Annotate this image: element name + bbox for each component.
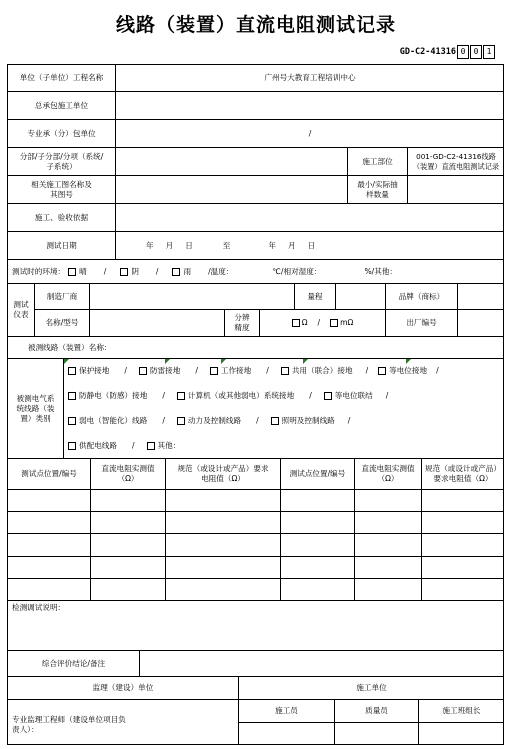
measure-cell[interactable] (7, 489, 90, 511)
measure-cell[interactable] (354, 578, 421, 600)
measure-cell[interactable] (354, 533, 421, 555)
supervisor-unit-label: 监理（建设）单位 (7, 676, 238, 699)
env-temp-label: /温度： (208, 266, 234, 276)
form-code-box[interactable]: 0 (457, 45, 469, 59)
cell-marker (406, 359, 411, 364)
type-checkbox[interactable] (378, 367, 386, 375)
part-value[interactable] (115, 147, 347, 175)
measure-cell[interactable] (280, 578, 354, 600)
env-cloudy-label: 阴 (131, 266, 139, 276)
type-checkbox[interactable] (281, 367, 289, 375)
measure-cell[interactable] (90, 578, 165, 600)
type-label: 其他： (157, 440, 181, 450)
cell-marker (303, 359, 308, 364)
measure-cell[interactable] (7, 556, 90, 578)
form-code-prefix: GD-C2-41316 (399, 47, 456, 57)
measure-cell[interactable] (421, 489, 504, 511)
type-label: 工作接地 (220, 366, 252, 375)
type-label: 动力及控制线路 (187, 415, 242, 425)
env-rain-label: 雨 (183, 266, 192, 276)
type-checkbox[interactable] (68, 367, 76, 375)
cell-marker (165, 359, 170, 364)
circuit-name-row[interactable] (7, 336, 504, 358)
quality-label: 质量员 (334, 699, 418, 722)
range-value[interactable] (335, 283, 385, 309)
circuit-type-row-4: 供配电线路 / 其他： (63, 433, 504, 458)
location-label: 施工部位 (347, 147, 407, 175)
measure-cell[interactable] (421, 556, 504, 578)
measure-cell[interactable] (90, 511, 165, 533)
general-contractor-label: 总承包施工单位 (7, 91, 115, 119)
measure-cell[interactable] (280, 533, 354, 555)
serial-label: 出厂编号 (385, 309, 457, 336)
maker-label: 制造厂商 (34, 283, 89, 309)
type-checkbox[interactable] (210, 367, 218, 375)
brand-value[interactable] (457, 283, 504, 309)
measure-cell[interactable] (165, 511, 280, 533)
type-label: 供配电线路 (79, 440, 117, 450)
measure-header: 规范（或设计或产品）要求电阻值（Ω） (421, 458, 504, 489)
date-to: 至 (222, 240, 231, 250)
date-label: 测试日期 (7, 231, 115, 259)
type-label: 等电位联结 (334, 390, 373, 400)
construction-unit-label: 施工单位 (238, 676, 504, 699)
serial-value[interactable] (457, 309, 504, 336)
measure-cell[interactable] (421, 578, 504, 600)
env-row: 测试时的环境： 晴 / 阴 / 雨 /温度： ℃/相对湿度： %/其他： (7, 259, 504, 283)
circuit-type-row-1: 保护接地 / 防雷接地 / 工作接地 / 共用（联合）接地 / 等电位接地 / (63, 358, 504, 383)
circuit-type-row-2: 防静电（防感）接地 / 计算机（或其他弱电）系统接地 / 等电位联结 / (63, 383, 504, 408)
measure-cell[interactable] (421, 533, 504, 555)
date-start-month: 月 (165, 240, 174, 250)
measure-cell[interactable] (7, 578, 90, 600)
type-label: 防雷接地 (149, 366, 181, 375)
sample-value[interactable] (407, 175, 504, 203)
measure-cell[interactable] (280, 489, 354, 511)
cell-marker (221, 359, 226, 364)
notes-area[interactable] (7, 600, 504, 650)
type-checkbox[interactable] (68, 392, 76, 400)
maker-value[interactable] (89, 283, 294, 309)
unit-mohm-checkbox[interactable] (330, 319, 338, 327)
date-value[interactable] (115, 231, 504, 259)
type-label: 计算机（或其他弱电）系统接地 (187, 390, 295, 400)
type-checkbox[interactable] (177, 417, 185, 425)
form-code-box[interactable]: 0 (470, 45, 482, 59)
type-checkbox[interactable] (177, 392, 185, 400)
measure-cell[interactable] (165, 489, 280, 511)
circuit-type-label: 被测电气系统线路（装置）类别 (7, 358, 63, 458)
unit-value[interactable]: 广州号大教育工程培训中心 (115, 64, 504, 91)
env-sunny-checkbox[interactable] (68, 268, 76, 276)
precision-label: 分辨精度 (224, 309, 259, 336)
measure-cell[interactable] (165, 533, 280, 555)
leader-sign[interactable] (418, 722, 504, 745)
type-checkbox[interactable] (68, 417, 76, 425)
type-label: 照明及控制线路 (281, 415, 335, 425)
env-humidity-label: ℃/相对湿度： (272, 266, 322, 276)
type-label: 弱电（智能化）线路 (79, 415, 148, 425)
worker-sign[interactable] (238, 722, 334, 745)
drawing-value[interactable] (115, 175, 347, 203)
measure-header: 直流电阻实测值（Ω） (90, 458, 165, 489)
form-code-box[interactable]: 1 (483, 45, 495, 59)
env-cloudy-checkbox[interactable] (120, 268, 128, 276)
env-rain-checkbox[interactable] (172, 268, 180, 276)
location-value[interactable]: 001-GD-C2-41316线路（装置）直流电阻测试记录 (407, 147, 504, 175)
circuit-type-row-3: 弱电（智能化）线路 / 动力及控制线路 / 照明及控制线路 / (63, 408, 504, 433)
measure-cell[interactable] (7, 511, 90, 533)
date-end-day: 日 (307, 240, 316, 250)
range-label: 量程 (294, 283, 335, 309)
sub-contractor-label: 专业承（分）包单位 (7, 119, 115, 147)
measure-cell[interactable] (90, 489, 165, 511)
env-label: 测试时的环境： (12, 266, 66, 276)
drawing-label: 相关施工图名称及其图号 (7, 175, 115, 203)
measure-cell[interactable] (280, 511, 354, 533)
brand-label: 品牌（商标） (385, 283, 457, 309)
cell-marker (64, 359, 69, 364)
env-other-label: %/其他： (364, 266, 398, 276)
measure-cell[interactable] (354, 556, 421, 578)
circuit-name-label: 被测线路（装置）名称： (28, 342, 112, 352)
unit-ohm-checkbox[interactable] (292, 319, 300, 327)
sample-label: 最小/实际抽样数量 (347, 175, 407, 203)
type-checkbox[interactable] (324, 392, 332, 400)
date-start-year: 年 (146, 240, 154, 250)
type-checkbox[interactable] (68, 442, 76, 450)
measure-cell[interactable] (165, 556, 280, 578)
eval-value[interactable] (139, 650, 504, 676)
measure-cell[interactable] (7, 533, 90, 555)
part-label: 分部/子分部/分项（系统/子系统） (7, 147, 115, 175)
type-label: 共用（联合）接地 (291, 366, 353, 375)
leader-label: 施工班组长 (418, 699, 504, 722)
measure-cell[interactable] (354, 511, 421, 533)
page-title: 线路（装置）直流电阻测试记录 (115, 14, 396, 36)
type-checkbox[interactable] (147, 442, 155, 450)
basis-label: 施工、验收依据 (7, 203, 115, 231)
type-label: 防静电（防感）接地 (79, 390, 148, 400)
quality-sign[interactable] (334, 722, 418, 745)
eval-label: 综合评价结论/备注 (7, 650, 139, 676)
measure-cell[interactable] (165, 578, 280, 600)
measure-cell[interactable] (90, 533, 165, 555)
date-start-day: 日 (185, 240, 193, 250)
type-checkbox[interactable] (139, 367, 147, 375)
measure-cell[interactable] (90, 556, 165, 578)
unit-ohm-label: Ω (301, 318, 308, 327)
date-end-year: 年 (268, 240, 276, 250)
notes-label: 检测调试说明： (12, 603, 66, 612)
basis-value[interactable] (115, 203, 504, 231)
measure-header: 测试点位置/编号 (7, 458, 90, 489)
model-value[interactable] (89, 309, 224, 336)
measure-cell[interactable] (421, 511, 504, 533)
general-contractor-value[interactable] (115, 91, 504, 119)
form-code (400, 45, 495, 59)
date-end-month: 月 (287, 240, 296, 250)
measure-header: 规范（或设计或产品）要求电阻值（Ω） (165, 458, 280, 489)
measure-header: 直流电阻实测值（Ω） (354, 458, 421, 489)
engineer-label: 专业监理工程师（建设单位项目负责人）： (12, 715, 126, 734)
type-checkbox[interactable] (271, 417, 279, 425)
env-sunny-label: 晴 (79, 266, 87, 276)
type-label: 等电位接地 (389, 366, 428, 375)
sub-contractor-value[interactable]: / (115, 119, 504, 147)
engineer-sign[interactable] (7, 699, 238, 745)
model-label: 名称/型号 (34, 309, 89, 336)
measure-header: 测试点位置/编号 (280, 458, 354, 489)
unit-mohm-label: mΩ (340, 318, 354, 327)
measure-cell[interactable] (354, 489, 421, 511)
record-table (7, 64, 504, 745)
unit-label: 单位（子单位）工程名称 (7, 64, 115, 91)
precision-value[interactable]: Ω / mΩ (259, 309, 385, 336)
measure-cell[interactable] (280, 556, 354, 578)
instrument-label: 测试仪表 (7, 283, 34, 336)
type-label: 保护接地 (79, 366, 110, 375)
worker-label: 施工员 (238, 699, 334, 722)
